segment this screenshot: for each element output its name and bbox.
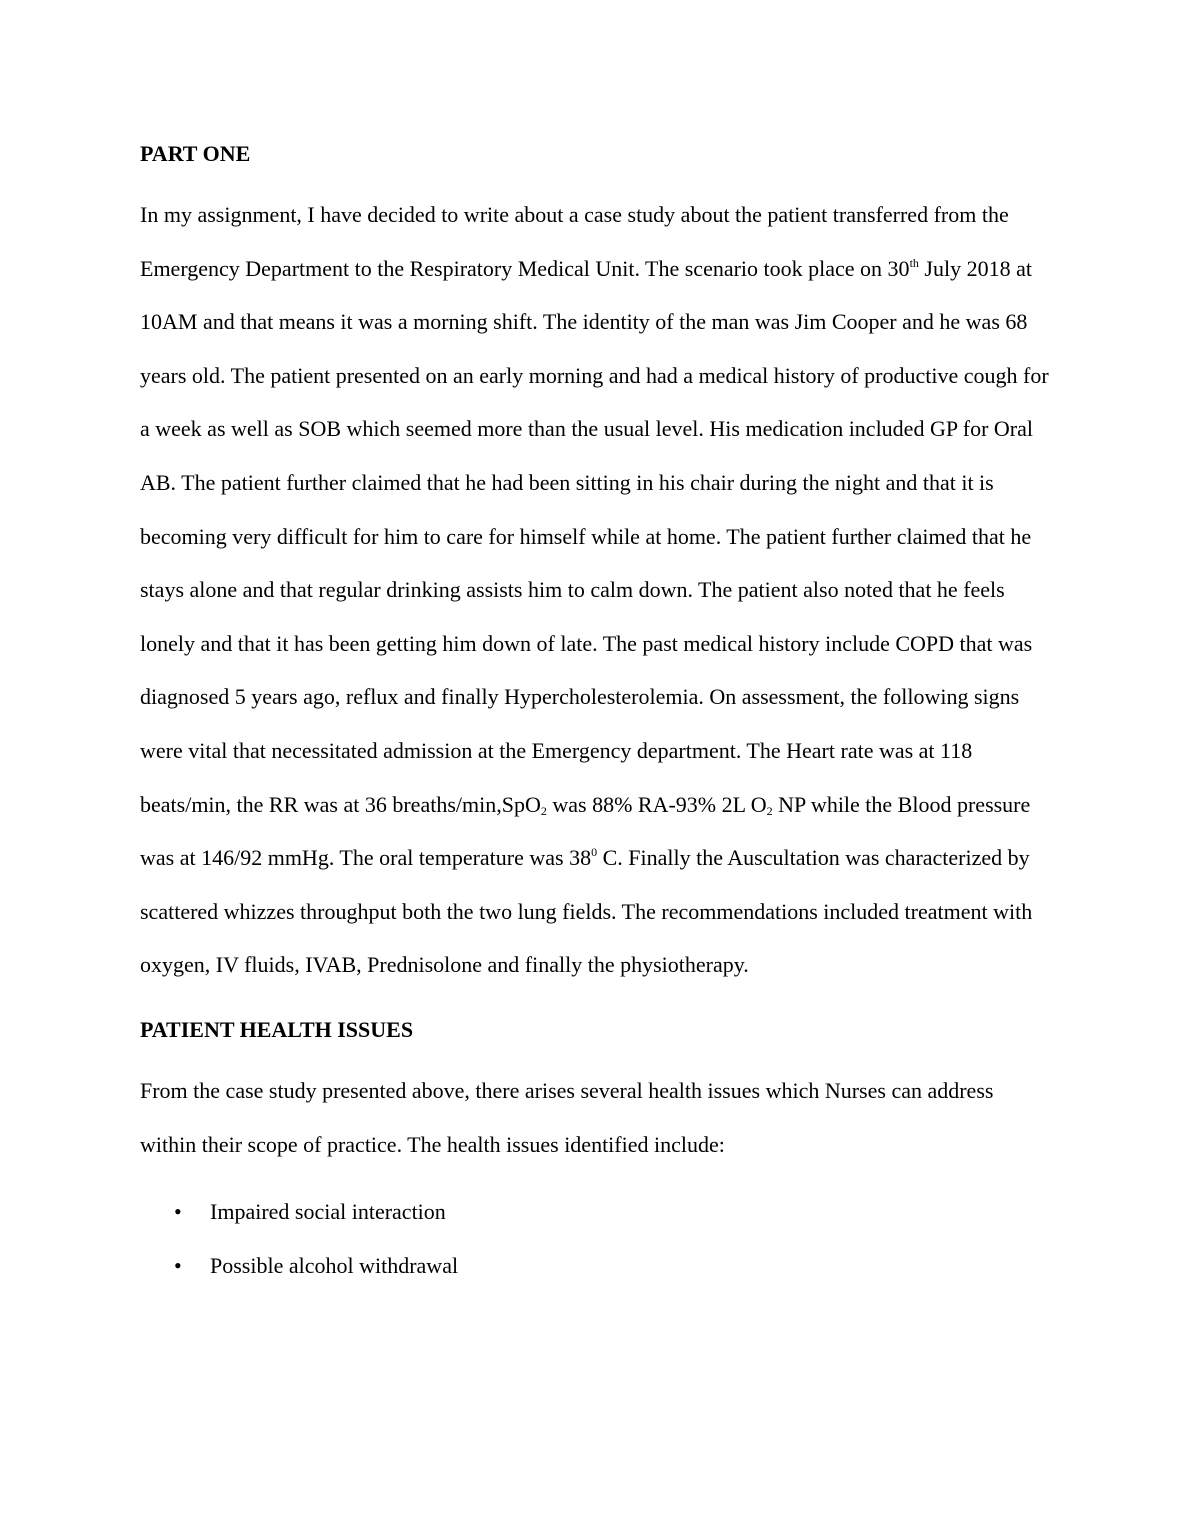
paragraph-text: was 88% RA-93% 2L O [546,791,767,817]
paragraph-text: July 2018 at 10AM and that means it was a morning shift. The identity of the man was Jim Cooper and he was 68 years old. The patient presented on an early morning and had a medical history of productive cough for a week as well as SOB which seemed more than the usual level. His medication included GP for Oral AB. The patient further claimed that he had been sitting in his chair during the night and that it is becoming very difficult for him to care for himself while at home. The patient further claimed that he stays alone and that regular drinking assists him to calm down. The patient also noted that he feels lonely and that it has been getting him down of late. The past medical history include COPD that was diagnosed 5 years ago, reflux and finally Hypercholesterolemia. On assessment, the following signs were vital that necessitated admission at the Emergency department. The Heart rate was at 118 beats/min, the RR was at 36 breaths/min,SpO [140,255,1049,817]
list-item-text: Possible alcohol withdrawal [210,1252,459,1278]
list-item-text: Impaired social interaction [210,1199,446,1225]
list-item [140,1239,1055,1293]
ordinal-superscript: th [909,255,919,270]
subscript-two: 2 [540,803,547,818]
paragraph-text: C. Finally the Auscultation was characterized by scattered whizzes throughput both the two lung fields. The recommendations included treatment with oxygen, IV fluids, IVAB, Prednisolone and finally the physiotherapy. [140,845,1033,978]
health-issues-list [140,1185,1055,1292]
subscript-two: 2 [766,803,773,818]
degree-superscript: 0 [591,845,598,860]
bullet-icon: • [174,1199,182,1225]
bullet-icon: • [174,1252,182,1278]
section-heading-part-one: PART ONE [140,141,251,166]
list-item [140,1185,1055,1239]
section-heading-health-issues: PATIENT HEALTH ISSUES [140,1016,414,1042]
paragraph-text: In my assignment, I have decided to write about a case study about the patient transferred from the Emergency Department to the Respiratory Medical Unit. The scenario took place on 30 [140,202,1009,281]
document-body [140,136,1055,1292]
paragraph-text: NP while the Blood pressure was at 146/92 mmHg. The oral temperature was 38 [140,791,1031,871]
case-study-paragraph [140,188,1055,992]
health-issues-intro-paragraph: From the case study presented above, there arises several health issues which Nurses can address within their scope of practice. The health issues identified include: [140,1077,994,1157]
